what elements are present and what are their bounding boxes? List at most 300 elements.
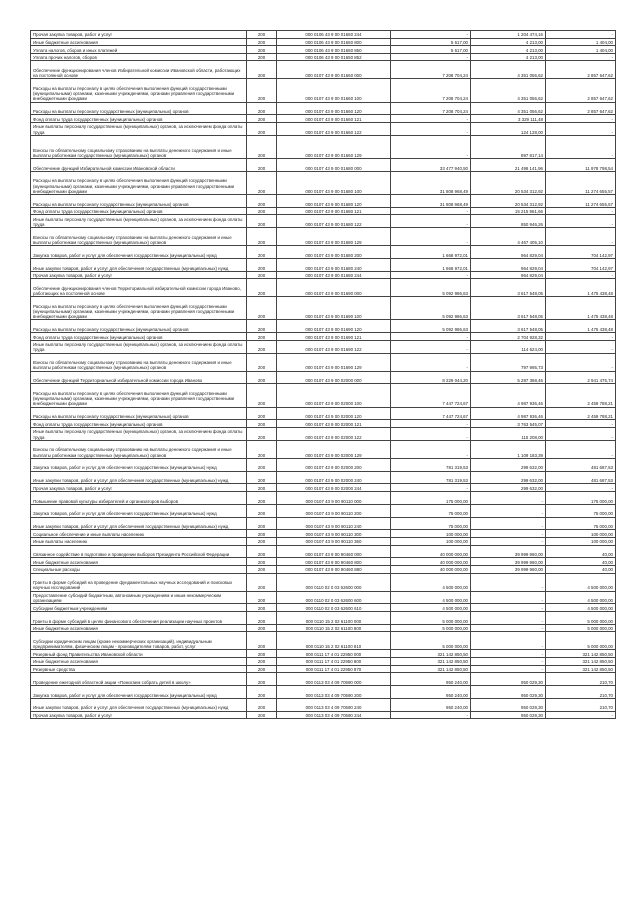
row-unexecuted-amount: 40,00 bbox=[546, 566, 616, 574]
row-classification-code: 000 0113 03 4 09 70590 240 bbox=[277, 698, 391, 711]
row-classification-code: 000 0107 43 9 00 01690 100 bbox=[277, 297, 391, 320]
row-classification-code: 000 0107 43 9 00 02000 129 bbox=[277, 440, 391, 458]
row-code: 200 bbox=[247, 53, 277, 61]
row-executed-amount: 5 287 368,46 bbox=[471, 371, 546, 384]
table-row bbox=[31, 297, 616, 320]
row-approved-amount: - bbox=[391, 340, 471, 353]
row-executed-amount: - bbox=[471, 573, 546, 591]
row-name: Субсидии юридическим лицам (кроме некоммерческих организаций), индивидуальным предпринимателям, физическим лицам - производителям товаров, работ, услуг bbox=[31, 632, 247, 650]
row-classification-code: 000 0107 43 9 00 01680 121 bbox=[277, 207, 391, 215]
table-row bbox=[31, 428, 616, 441]
row-name: Обеспечение функций Избирательной комиссии Ивановской области bbox=[31, 158, 247, 171]
row-name: Иные выплаты персоналу государственных (муниципальных) органов, за исключением фонда оплаты труда bbox=[31, 428, 247, 441]
row-classification-code: 000 0107 43 9 00 01660 100 bbox=[277, 79, 391, 102]
row-classification-code: 000 0107 43 9 00 02000 000 bbox=[277, 371, 391, 384]
row-approved-amount: - bbox=[391, 122, 471, 135]
row-approved-amount: 4 500 000,00 bbox=[391, 591, 471, 604]
row-name: Закупка товаров, работ и услуг для обеспечения государственных (муниципальных) нужд bbox=[31, 685, 247, 698]
row-name: Фонд оплаты труда государственных (муниципальных) органов bbox=[31, 207, 247, 215]
row-unexecuted-amount: - bbox=[546, 215, 616, 228]
row-executed-amount: 964 829,04 bbox=[471, 271, 546, 279]
row-executed-amount: - bbox=[471, 657, 546, 665]
row-approved-amount: 1 668 972,01 bbox=[391, 258, 471, 271]
row-name: Расходы на выплаты персоналу государственных (муниципальных) органов bbox=[31, 102, 247, 115]
row-name: Иные выплаты персоналу государственных (муниципальных) органов, за исключением фонда оплаты труда bbox=[31, 122, 247, 135]
row-code: 200 bbox=[247, 566, 277, 574]
row-name: Иные бюджетные ассигнования bbox=[31, 624, 247, 632]
row-approved-amount: - bbox=[391, 420, 471, 428]
table-row bbox=[31, 353, 616, 371]
row-classification-code: 000 0107 43 9 00 01660 000 bbox=[277, 61, 391, 79]
row-classification-code: 000 0107 43 9 00 02000 120 bbox=[277, 407, 391, 420]
row-approved-amount: 781 319,53 bbox=[391, 458, 471, 471]
row-code: 200 bbox=[247, 135, 277, 158]
table-row bbox=[31, 215, 616, 228]
row-unexecuted-amount: 1 475 438,48 bbox=[546, 279, 616, 297]
row-unexecuted-amount: 210,70 bbox=[546, 685, 616, 698]
row-code: 200 bbox=[247, 484, 277, 492]
row-unexecuted-amount: - bbox=[546, 333, 616, 341]
row-name: Иные закупки товаров, работ и услуг для обеспечения государственных (муниципальных) нужд bbox=[31, 258, 247, 271]
row-code: 200 bbox=[247, 657, 277, 665]
row-unexecuted-amount: - bbox=[546, 53, 616, 61]
row-executed-amount: - bbox=[471, 650, 546, 658]
row-executed-amount: 39 999 960,00 bbox=[471, 545, 546, 558]
row-code: 200 bbox=[247, 711, 277, 719]
row-code: 200 bbox=[247, 530, 277, 538]
row-unexecuted-amount: 40,00 bbox=[546, 558, 616, 566]
row-approved-amount: 950 240,00 bbox=[391, 673, 471, 686]
row-executed-amount: 20 534 312,92 bbox=[471, 171, 546, 194]
row-unexecuted-amount: 2 857 647,62 bbox=[546, 61, 616, 79]
row-classification-code: 000 0107 43 9 00 01690 120 bbox=[277, 320, 391, 333]
row-code: 200 bbox=[247, 428, 277, 441]
table-row bbox=[31, 258, 616, 271]
table-row bbox=[31, 566, 616, 574]
row-unexecuted-amount: 75 000,00 bbox=[546, 504, 616, 517]
row-code: 200 bbox=[247, 102, 277, 115]
row-unexecuted-amount: 4 500 000,00 bbox=[546, 604, 616, 612]
row-classification-code: 000 0107 43 9 00 90460 880 bbox=[277, 566, 391, 574]
row-approved-amount: - bbox=[391, 53, 471, 61]
row-code: 200 bbox=[247, 279, 277, 297]
row-approved-amount: 5 000 000,00 bbox=[391, 632, 471, 650]
row-classification-code: 000 0107 43 9 00 01690 121 bbox=[277, 333, 391, 341]
row-executed-amount: 2 704 928,32 bbox=[471, 333, 546, 341]
row-unexecuted-amount: 2 857 647,62 bbox=[546, 79, 616, 102]
row-executed-amount: 20 534 312,92 bbox=[471, 194, 546, 207]
row-unexecuted-amount: 481 687,53 bbox=[546, 458, 616, 471]
row-code: 200 bbox=[247, 353, 277, 371]
row-code: 200 bbox=[247, 471, 277, 484]
row-name: Предоставление субсидий бюджетным, автономным учреждениям и иным некоммерческим организациям bbox=[31, 591, 247, 604]
row-name: Прочая закупка товаров, работ и услуг bbox=[31, 484, 247, 492]
row-approved-amount: 5 617,00 bbox=[391, 46, 471, 54]
row-name: Прочая закупка товаров, работ и услуг bbox=[31, 711, 247, 719]
row-name: Фонд оплаты труда государственных (муниципальных) органов bbox=[31, 420, 247, 428]
row-unexecuted-amount: 40,00 bbox=[546, 545, 616, 558]
table-row bbox=[31, 207, 616, 215]
row-name: Взносы по обязательному социальному страхованию на выплаты денежного содержания и иные выплаты работникам государственных (муниципальных) органов bbox=[31, 228, 247, 246]
row-approved-amount: 321 142 850,50 bbox=[391, 657, 471, 665]
row-executed-amount: 39 999 960,00 bbox=[471, 558, 546, 566]
row-name: Закупка товаров, работ и услуг для обеспечения государственных (муниципальных) нужд bbox=[31, 458, 247, 471]
row-unexecuted-amount: - bbox=[546, 711, 616, 719]
row-name: Иные выплаты персоналу государственных (муниципальных) органов, за исключением фонда оплаты труда bbox=[31, 215, 247, 228]
row-name: Расходы на выплаты персоналу в целях обеспечения выполнения функций государственными (муниципальными) органами, казенными учреждениями, органами управления государственными внебюджетными фондами bbox=[31, 79, 247, 102]
row-approved-amount: 5 000 000,00 bbox=[391, 611, 471, 624]
row-name: Субсидии бюджетным учреждениям bbox=[31, 604, 247, 612]
row-name: Фонд оплаты труда государственных (муниципальных) органов bbox=[31, 333, 247, 341]
row-name: Фонд оплаты труда государственных (муниципальных) органов bbox=[31, 115, 247, 123]
table-row bbox=[31, 61, 616, 79]
row-classification-code: 000 0107 43 9 00 90110 300 bbox=[277, 530, 391, 538]
table-row bbox=[31, 711, 616, 719]
table-row bbox=[31, 122, 616, 135]
row-name: Связанное содействие в подготовке и проведении выборов Президента Российской Федерации bbox=[31, 545, 247, 558]
row-code: 200 bbox=[247, 440, 277, 458]
row-classification-code: 000 0110 15 2 02 61100 000 bbox=[277, 611, 391, 624]
row-executed-amount: 950 029,30 bbox=[471, 685, 546, 698]
row-classification-code: 000 0107 43 9 00 01680 100 bbox=[277, 171, 391, 194]
row-name: Иные закупки товаров, работ и услуг для обеспечения государственных (муниципальных) нужд bbox=[31, 517, 247, 530]
row-executed-amount: 4 351 056,62 bbox=[471, 102, 546, 115]
row-unexecuted-amount: 704 142,97 bbox=[546, 246, 616, 259]
row-name: Закупка товаров, работ и услуг для обеспечения государственных (муниципальных) нужд bbox=[31, 246, 247, 259]
table-row bbox=[31, 194, 616, 207]
row-approved-amount: 5 000 000,00 bbox=[391, 624, 471, 632]
table-row bbox=[31, 31, 616, 39]
row-executed-amount: 4 351 056,62 bbox=[471, 79, 546, 102]
row-executed-amount: 299 632,00 bbox=[471, 484, 546, 492]
row-unexecuted-amount: 5 000 000,00 bbox=[546, 624, 616, 632]
row-name: Расходы на выплаты персоналу в целях обеспечения выполнения функций государственными (муниципальными) органами, казенными учреждениями, органами управления государственными внебюджетными фондами bbox=[31, 384, 247, 407]
row-name: Иные закупки товаров, работ и услуг для обеспечения государственных (муниципальных) нужд bbox=[31, 698, 247, 711]
budget-execution-table bbox=[30, 30, 616, 719]
row-code: 200 bbox=[247, 171, 277, 194]
table-row bbox=[31, 135, 616, 158]
row-approved-amount: 40 000 000,00 bbox=[391, 566, 471, 574]
row-approved-amount: - bbox=[391, 333, 471, 341]
table-row bbox=[31, 650, 616, 658]
row-code: 200 bbox=[247, 115, 277, 123]
row-approved-amount: - bbox=[391, 31, 471, 39]
row-executed-amount: 950 029,30 bbox=[471, 673, 546, 686]
row-approved-amount: 5 092 986,63 bbox=[391, 297, 471, 320]
row-code: 200 bbox=[247, 604, 277, 612]
row-classification-code: 000 0107 43 9 00 01660 122 bbox=[277, 122, 391, 135]
table-row bbox=[31, 340, 616, 353]
row-executed-amount: 4 467 405,10 bbox=[471, 228, 546, 246]
row-unexecuted-amount: - bbox=[546, 340, 616, 353]
row-classification-code: 000 0106 43 9 00 01650 852 bbox=[277, 53, 391, 61]
row-name: Резервные средства bbox=[31, 665, 247, 673]
row-unexecuted-amount: 5 000 000,00 bbox=[546, 632, 616, 650]
row-classification-code: 000 0107 43 9 00 02000 240 bbox=[277, 471, 391, 484]
row-approved-amount: 175 000,00 bbox=[391, 492, 471, 505]
row-classification-code: 000 0107 43 9 00 90110 240 bbox=[277, 517, 391, 530]
row-code: 200 bbox=[247, 492, 277, 505]
table-row bbox=[31, 545, 616, 558]
row-approved-amount: 7 447 724,67 bbox=[391, 384, 471, 407]
row-approved-amount: 5 617,00 bbox=[391, 38, 471, 46]
row-name: Расходы на выплаты персоналу государственных (муниципальных) органов bbox=[31, 320, 247, 333]
row-unexecuted-amount: 1 475 438,48 bbox=[546, 297, 616, 320]
row-executed-amount: 4 987 936,46 bbox=[471, 384, 546, 407]
row-code: 200 bbox=[247, 158, 277, 171]
row-approved-amount: 100 000,00 bbox=[391, 530, 471, 538]
row-code: 200 bbox=[247, 384, 277, 407]
row-code: 200 bbox=[247, 458, 277, 471]
row-approved-amount: - bbox=[391, 207, 471, 215]
row-classification-code: 000 0106 43 9 00 01650 800 bbox=[277, 38, 391, 46]
row-code: 200 bbox=[247, 297, 277, 320]
row-name: Уплата прочих налогов, сборов bbox=[31, 53, 247, 61]
table-row bbox=[31, 665, 616, 673]
row-code: 200 bbox=[247, 258, 277, 271]
row-unexecuted-amount: - bbox=[546, 440, 616, 458]
row-classification-code: 000 0110 15 2 02 61100 800 bbox=[277, 624, 391, 632]
row-unexecuted-amount: 175 000,00 bbox=[546, 492, 616, 505]
row-code: 200 bbox=[247, 79, 277, 102]
row-classification-code: 000 0107 43 9 00 01660 120 bbox=[277, 102, 391, 115]
row-classification-code: 000 0111 17 4 01 22950 800 bbox=[277, 657, 391, 665]
row-code: 200 bbox=[247, 207, 277, 215]
table-row bbox=[31, 384, 616, 407]
row-code: 200 bbox=[247, 545, 277, 558]
table-row bbox=[31, 279, 616, 297]
row-code: 200 bbox=[247, 371, 277, 384]
row-code: 200 bbox=[247, 38, 277, 46]
row-approved-amount: - bbox=[391, 428, 471, 441]
row-code: 200 bbox=[247, 624, 277, 632]
row-executed-amount: 115 208,00 bbox=[471, 428, 546, 441]
row-classification-code: 000 0107 43 9 00 02000 100 bbox=[277, 384, 391, 407]
row-approved-amount: 4 500 000,00 bbox=[391, 573, 471, 591]
row-code: 200 bbox=[247, 420, 277, 428]
row-name: Иные бюджетные ассигнования bbox=[31, 657, 247, 665]
row-approved-amount: 321 142 850,50 bbox=[391, 665, 471, 673]
row-unexecuted-amount: 210,70 bbox=[546, 673, 616, 686]
row-classification-code: 000 0107 43 9 00 01660 121 bbox=[277, 115, 391, 123]
row-code: 200 bbox=[247, 698, 277, 711]
table-row bbox=[31, 440, 616, 458]
row-name: Повышение правовой культуры избирателей и организаторов выборов bbox=[31, 492, 247, 505]
row-approved-amount: - bbox=[391, 353, 471, 371]
row-approved-amount: - bbox=[391, 440, 471, 458]
row-classification-code: 000 0107 43 9 00 90460 800 bbox=[277, 558, 391, 566]
row-executed-amount: 3 329 111,48 bbox=[471, 115, 546, 123]
row-code: 200 bbox=[247, 632, 277, 650]
row-approved-amount: 321 142 850,50 bbox=[391, 650, 471, 658]
row-classification-code: 000 0107 43 9 00 02000 121 bbox=[277, 420, 391, 428]
table-body bbox=[31, 31, 616, 719]
row-unexecuted-amount: - bbox=[546, 115, 616, 123]
table-row bbox=[31, 471, 616, 484]
row-classification-code: 000 0107 43 9 00 01690 122 bbox=[277, 340, 391, 353]
row-executed-amount: 299 632,00 bbox=[471, 471, 546, 484]
row-executed-amount: 964 829,04 bbox=[471, 246, 546, 259]
row-unexecuted-amount: - bbox=[546, 31, 616, 39]
row-code: 200 bbox=[247, 333, 277, 341]
row-name: Специальные расходы bbox=[31, 566, 247, 574]
row-approved-amount: - bbox=[391, 271, 471, 279]
row-approved-amount: 31 808 968,49 bbox=[391, 171, 471, 194]
table-row bbox=[31, 673, 616, 686]
row-unexecuted-amount: - bbox=[546, 484, 616, 492]
row-name: Иные бюджетные ассигнования bbox=[31, 558, 247, 566]
row-unexecuted-amount: - bbox=[546, 122, 616, 135]
table-row bbox=[31, 115, 616, 123]
row-classification-code: 000 0106 43 9 00 01650 244 bbox=[277, 31, 391, 39]
row-approved-amount: 75 000,00 bbox=[391, 517, 471, 530]
row-executed-amount: - bbox=[471, 611, 546, 624]
row-approved-amount: 950 240,00 bbox=[391, 685, 471, 698]
row-approved-amount: - bbox=[391, 484, 471, 492]
table-row bbox=[31, 492, 616, 505]
table-row bbox=[31, 558, 616, 566]
row-code: 200 bbox=[247, 573, 277, 591]
row-approved-amount: 1 668 972,01 bbox=[391, 246, 471, 259]
table-row bbox=[31, 333, 616, 341]
row-code: 200 bbox=[247, 591, 277, 604]
row-executed-amount: 114 624,00 bbox=[471, 340, 546, 353]
row-code: 200 bbox=[247, 504, 277, 517]
row-executed-amount: - bbox=[471, 604, 546, 612]
row-name: Расходы на выплаты персоналу государственных (муниципальных) органов bbox=[31, 407, 247, 420]
row-classification-code: 000 0107 43 9 00 02000 122 bbox=[277, 428, 391, 441]
row-classification-code: 000 0107 43 9 00 90110 360 bbox=[277, 538, 391, 546]
row-approved-amount: - bbox=[391, 115, 471, 123]
table-row bbox=[31, 38, 616, 46]
row-code: 200 bbox=[247, 558, 277, 566]
row-code: 200 bbox=[247, 61, 277, 79]
table-row bbox=[31, 246, 616, 259]
row-unexecuted-amount: 100 000,00 bbox=[546, 538, 616, 546]
row-unexecuted-amount: 1 404,00 bbox=[546, 46, 616, 54]
row-classification-code: 000 0107 43 9 00 01680 122 bbox=[277, 215, 391, 228]
row-name: Прочая закупка товаров, работ и услуг bbox=[31, 271, 247, 279]
row-name: Расходы на выплаты персоналу в целях обеспечения выполнения функций государственными (муниципальными) органами, казенными учреждениями, органами управления государственными внебюджетными фондами bbox=[31, 297, 247, 320]
row-approved-amount: - bbox=[391, 215, 471, 228]
row-classification-code: 000 0107 43 9 00 01680 120 bbox=[277, 194, 391, 207]
table-row bbox=[31, 46, 616, 54]
row-classification-code: 000 0107 43 9 00 02000 244 bbox=[277, 484, 391, 492]
table-row bbox=[31, 79, 616, 102]
row-executed-amount: 3 617 548,05 bbox=[471, 320, 546, 333]
table-row bbox=[31, 171, 616, 194]
row-classification-code: 000 0107 43 9 00 90110 000 bbox=[277, 492, 391, 505]
row-unexecuted-amount: - bbox=[546, 271, 616, 279]
row-unexecuted-amount: - bbox=[546, 207, 616, 215]
row-classification-code: 000 0110 02 0 03 62600 610 bbox=[277, 604, 391, 612]
row-approved-amount: 40 000 000,00 bbox=[391, 558, 471, 566]
row-classification-code: 000 0107 43 9 00 90460 000 bbox=[277, 545, 391, 558]
row-code: 200 bbox=[247, 340, 277, 353]
row-name: Иные выплаты персоналу государственных (муниципальных) органов, за исключением фонда оплаты труда bbox=[31, 340, 247, 353]
row-name: Гранты в форме субсидий в целях финансового обеспечения реализации научных проектов bbox=[31, 611, 247, 624]
row-approved-amount: 5 092 986,63 bbox=[391, 279, 471, 297]
row-unexecuted-amount: 321 142 850,50 bbox=[546, 650, 616, 658]
row-code: 200 bbox=[247, 228, 277, 246]
row-name: Прочая закупка товаров, работ и услуг bbox=[31, 31, 247, 39]
table-row bbox=[31, 632, 616, 650]
row-unexecuted-amount: 4 500 000,00 bbox=[546, 573, 616, 591]
row-name: Проведение ежегодной областной акции «Помогаем собрать детей в школу» bbox=[31, 673, 247, 686]
row-name: Иные бюджетные ассигнования bbox=[31, 38, 247, 46]
row-executed-amount: 21 499 141,96 bbox=[471, 158, 546, 171]
row-executed-amount: 3 617 548,05 bbox=[471, 297, 546, 320]
row-executed-amount: - bbox=[471, 530, 546, 538]
row-name: Обеспечение функционирования членов Избирательной комиссии Ивановской области, работающих на постоянной основе bbox=[31, 61, 247, 79]
row-executed-amount: - bbox=[471, 665, 546, 673]
row-code: 200 bbox=[247, 46, 277, 54]
row-name: Расходы на выплаты персоналу в целях обеспечения выполнения функций государственными (муниципальными) органами, казенными учреждениями, органами управления государственными внебюджетными фондами bbox=[31, 171, 247, 194]
row-executed-amount: - bbox=[471, 624, 546, 632]
row-executed-amount: 15 215 961,66 bbox=[471, 207, 546, 215]
table-row bbox=[31, 504, 616, 517]
table-row bbox=[31, 102, 616, 115]
table-row bbox=[31, 158, 616, 171]
row-classification-code: 000 0110 02 0 03 62600 000 bbox=[277, 573, 391, 591]
row-approved-amount: - bbox=[391, 135, 471, 158]
row-approved-amount: 5 092 986,63 bbox=[391, 320, 471, 333]
table-row bbox=[31, 530, 616, 538]
row-executed-amount: 4 213,00 bbox=[471, 46, 546, 54]
row-unexecuted-amount: 481 687,53 bbox=[546, 471, 616, 484]
row-classification-code: 000 0106 43 9 00 01650 850 bbox=[277, 46, 391, 54]
table-row bbox=[31, 458, 616, 471]
row-executed-amount: 299 632,00 bbox=[471, 458, 546, 471]
row-code: 200 bbox=[247, 215, 277, 228]
row-approved-amount: 7 208 704,24 bbox=[391, 102, 471, 115]
row-classification-code: 000 0107 43 9 00 01680 129 bbox=[277, 228, 391, 246]
row-executed-amount: 4 987 936,46 bbox=[471, 407, 546, 420]
row-classification-code: 000 0107 43 9 00 02000 200 bbox=[277, 458, 391, 471]
row-code: 200 bbox=[247, 673, 277, 686]
table-row bbox=[31, 420, 616, 428]
row-unexecuted-amount: 2 857 647,62 bbox=[546, 102, 616, 115]
table-row bbox=[31, 271, 616, 279]
row-classification-code: 000 0113 03 4 09 70590 000 bbox=[277, 673, 391, 686]
table-row bbox=[31, 698, 616, 711]
row-approved-amount: 100 000,00 bbox=[391, 538, 471, 546]
row-unexecuted-amount: 1 404,00 bbox=[546, 38, 616, 46]
table-row bbox=[31, 371, 616, 384]
row-approved-amount: - bbox=[391, 711, 471, 719]
row-unexecuted-amount: - bbox=[546, 228, 616, 246]
row-classification-code: 000 0107 43 9 00 01680 240 bbox=[277, 258, 391, 271]
row-unexecuted-amount: 11 978 798,54 bbox=[546, 158, 616, 171]
row-approved-amount: 7 447 724,67 bbox=[391, 407, 471, 420]
table-row bbox=[31, 657, 616, 665]
row-executed-amount: 39 999 960,00 bbox=[471, 566, 546, 574]
row-approved-amount: 781 319,53 bbox=[391, 471, 471, 484]
row-name: Закупка товаров, работ и услуг для обеспечения государственных (муниципальных) нужд bbox=[31, 504, 247, 517]
row-classification-code: 000 0110 02 0 03 62600 600 bbox=[277, 591, 391, 604]
row-executed-amount: - bbox=[471, 492, 546, 505]
row-unexecuted-amount: 11 274 655,57 bbox=[546, 194, 616, 207]
row-code: 200 bbox=[247, 611, 277, 624]
row-executed-amount: 4 213,00 bbox=[471, 38, 546, 46]
row-code: 200 bbox=[247, 271, 277, 279]
table-row bbox=[31, 604, 616, 612]
row-unexecuted-amount: 2 459 788,21 bbox=[546, 384, 616, 407]
row-executed-amount: 950 029,30 bbox=[471, 711, 546, 719]
row-code: 200 bbox=[247, 320, 277, 333]
row-classification-code: 000 0111 17 4 01 22950 870 bbox=[277, 665, 391, 673]
row-classification-code: 000 0107 43 9 00 90110 200 bbox=[277, 504, 391, 517]
